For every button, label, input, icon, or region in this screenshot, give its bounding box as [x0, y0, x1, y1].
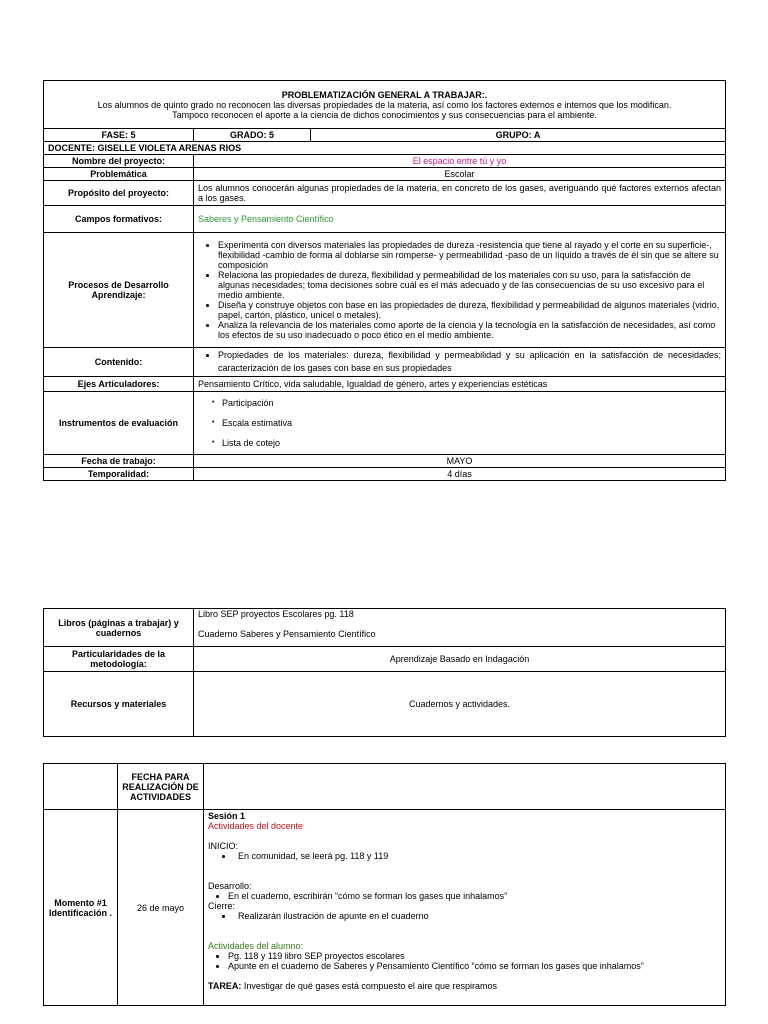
session-cell	[204, 810, 726, 1006]
alumno-list	[208, 951, 721, 971]
metodologia-value: Aprendizaje Basado en Indagación	[194, 647, 726, 672]
fecha-value: MAYO	[194, 455, 726, 468]
ejes-value: Pensamiento Crítico, vida saludable, Igualdad de género, artes y experiencias estéticas	[194, 377, 726, 392]
problematica-value: Escolar	[194, 168, 726, 181]
tarea-value: Investigar de qué gases está compuesto el aire que respiramos	[241, 981, 497, 991]
desarrollo-label: Desarrollo:	[208, 881, 252, 891]
procesos-item: • Relaciona las propiedades de dureza, flexibilidad y permeabilidad de los materiales con su uso, para la satisfacción de algunas necesidades; toma decisiones sobre cuál es el más adecuado y de las consecuencias de su uso excesivo para el medio ambiente.	[218, 270, 721, 300]
activities-table	[43, 763, 726, 1006]
fase-cell: FASE: 5	[44, 129, 194, 142]
recursos-label: Recursos y materiales	[44, 672, 194, 737]
nombre-value: El espacio entre tú y yo	[194, 155, 726, 168]
recursos-value: Cuadernos y actividades.	[194, 672, 726, 737]
alumno-activities-title: Actividades del alumno:	[208, 941, 304, 951]
procesos-label: Procesos de Desarrollo Aprendizaje:	[44, 233, 194, 348]
problematization-title: PROBLEMATIZACIÓN GENERAL A TRABAJAR:.	[281, 89, 488, 100]
contenido-item: • Propiedades de los materiales: dureza, flexibilidad y permeabilidad y su aplicación en la satisfacción de necesidades; caracterización de los gases con base en sus propiedades	[218, 349, 721, 375]
contenido-label: Contenido:	[44, 348, 194, 377]
libros-cell	[194, 609, 726, 647]
contenido-list	[198, 349, 721, 375]
campos-value: Saberes y Pensamiento Científico	[194, 206, 726, 233]
instrumentos-item: • Escala estimativa	[212, 413, 721, 433]
instrumentos-cell	[194, 392, 726, 455]
instrumentos-item: • Lista de cotejo	[212, 433, 721, 453]
fecha-actividad-cell: 26 de mayo	[118, 810, 204, 1006]
actividades-header-cell	[204, 764, 726, 810]
problematization-cell	[44, 81, 726, 129]
inicio-label: INICIO:	[208, 841, 239, 851]
momento-cell: Momento #1 Identificación .	[44, 810, 118, 1006]
contenido-cell	[194, 348, 726, 377]
fecha-actividades-header: FECHA PARA REALIZACIÓN DE ACTIVIDADES	[118, 764, 204, 810]
tarea-line	[208, 981, 721, 991]
procesos-item: • Analiza la relevancia de los materiales como aporte de la ciencia y la tecnología en la satisfacción de necesidades, así como los efectos de su uso inadecuado o poco ético en el medio ambiente.	[218, 320, 721, 340]
procesos-list	[198, 240, 721, 340]
nombre-label: Nombre del proyecto:	[44, 155, 194, 168]
procesos-cell	[194, 233, 726, 348]
resources-table	[43, 608, 726, 737]
alumno-item: • Pg. 118 y 119 libro SEP proyectos escolares	[228, 951, 721, 961]
instrumentos-label: Instrumentos de evaluación	[44, 392, 194, 455]
cierre-item: • Realizarán ilustración de apunte en el cuaderno	[234, 911, 721, 921]
temporalidad-label: Temporalidad:	[44, 468, 194, 481]
tarea-label: TAREA:	[208, 981, 242, 991]
grupo-cell: GRUPO: A	[311, 129, 726, 142]
docente-cell: DOCENTE: GISELLE VIOLETA ARENAS RIOS	[44, 142, 726, 155]
ejes-label: Ejes Articuladores:	[44, 377, 194, 392]
proposito-label: Propósito del proyecto:	[44, 181, 194, 206]
metodologia-label: Particularidades de la metodología:	[44, 647, 194, 672]
session-title: Sesión 1	[208, 811, 246, 821]
inicio-list	[208, 851, 721, 861]
grado-cell: GRADO: 5	[194, 129, 311, 142]
libros-line-1: Libro SEP proyectos Escolares pg. 118	[198, 609, 354, 619]
desarrollo-list	[208, 891, 721, 901]
instrumentos-list	[198, 393, 721, 453]
libros-line-2: Cuaderno Saberes y Pensamiento Científico	[198, 629, 376, 639]
momento-header-cell	[44, 764, 118, 810]
problematization-line-2: Tampoco reconocen el aporte a la ciencia de dichos conocimientos y sus consecuencias para el ambiente.	[172, 109, 597, 120]
desarrollo-item: • En el cuaderno, escribirán “cómo se forman los gases que inhalamos”	[228, 891, 721, 901]
problematization-line-1: Los alumnos de quinto grado no reconocen las diversas propiedades de la materia, así como los factores externos e internos que los modifican.	[97, 99, 672, 110]
cierre-label: Cierre:	[208, 901, 236, 911]
procesos-item: • Experimenta con diversos materiales las propiedades de dureza -resistencia que tiene al rayado y el corte en su superficie-, flexibilidad -cambio de forma al doblarse sin romperse- y permeabilidad -paso de un líquido a través de él sin que se altere su composición	[218, 240, 721, 270]
cierre-list	[208, 911, 721, 921]
procesos-item: • Diseña y construye objetos con base en las propiedades de dureza, flexibilidad y permeabilidad de algunos materiales (vidrio, papel, cartón, plástico, unicel o metales).	[218, 300, 721, 320]
inicio-item: • En comunidad, se leerá pg. 118 y 119	[234, 851, 721, 861]
instrumentos-item: • Participación	[212, 393, 721, 413]
docente-activities-title: Actividades del docente	[208, 821, 304, 831]
fecha-label: Fecha de trabajo:	[44, 455, 194, 468]
problematica-label: Problemática	[44, 168, 194, 181]
campos-label: Campos formativos:	[44, 206, 194, 233]
proposito-value: Los alumnos conocerán algunas propiedades de la materia, en concreto de los gases, averiguando qué factores externos afectan a los gases.	[194, 181, 726, 206]
project-planning-table	[43, 80, 726, 481]
temporalidad-value: 4 días	[194, 468, 726, 481]
libros-label: Libros (páginas a trabajar) y cuadernos	[44, 609, 194, 647]
alumno-item: • Apunte en el cuaderno de Saberes y Pensamiento Científico “cómo se forman los gases que inhalamos”	[228, 961, 721, 971]
